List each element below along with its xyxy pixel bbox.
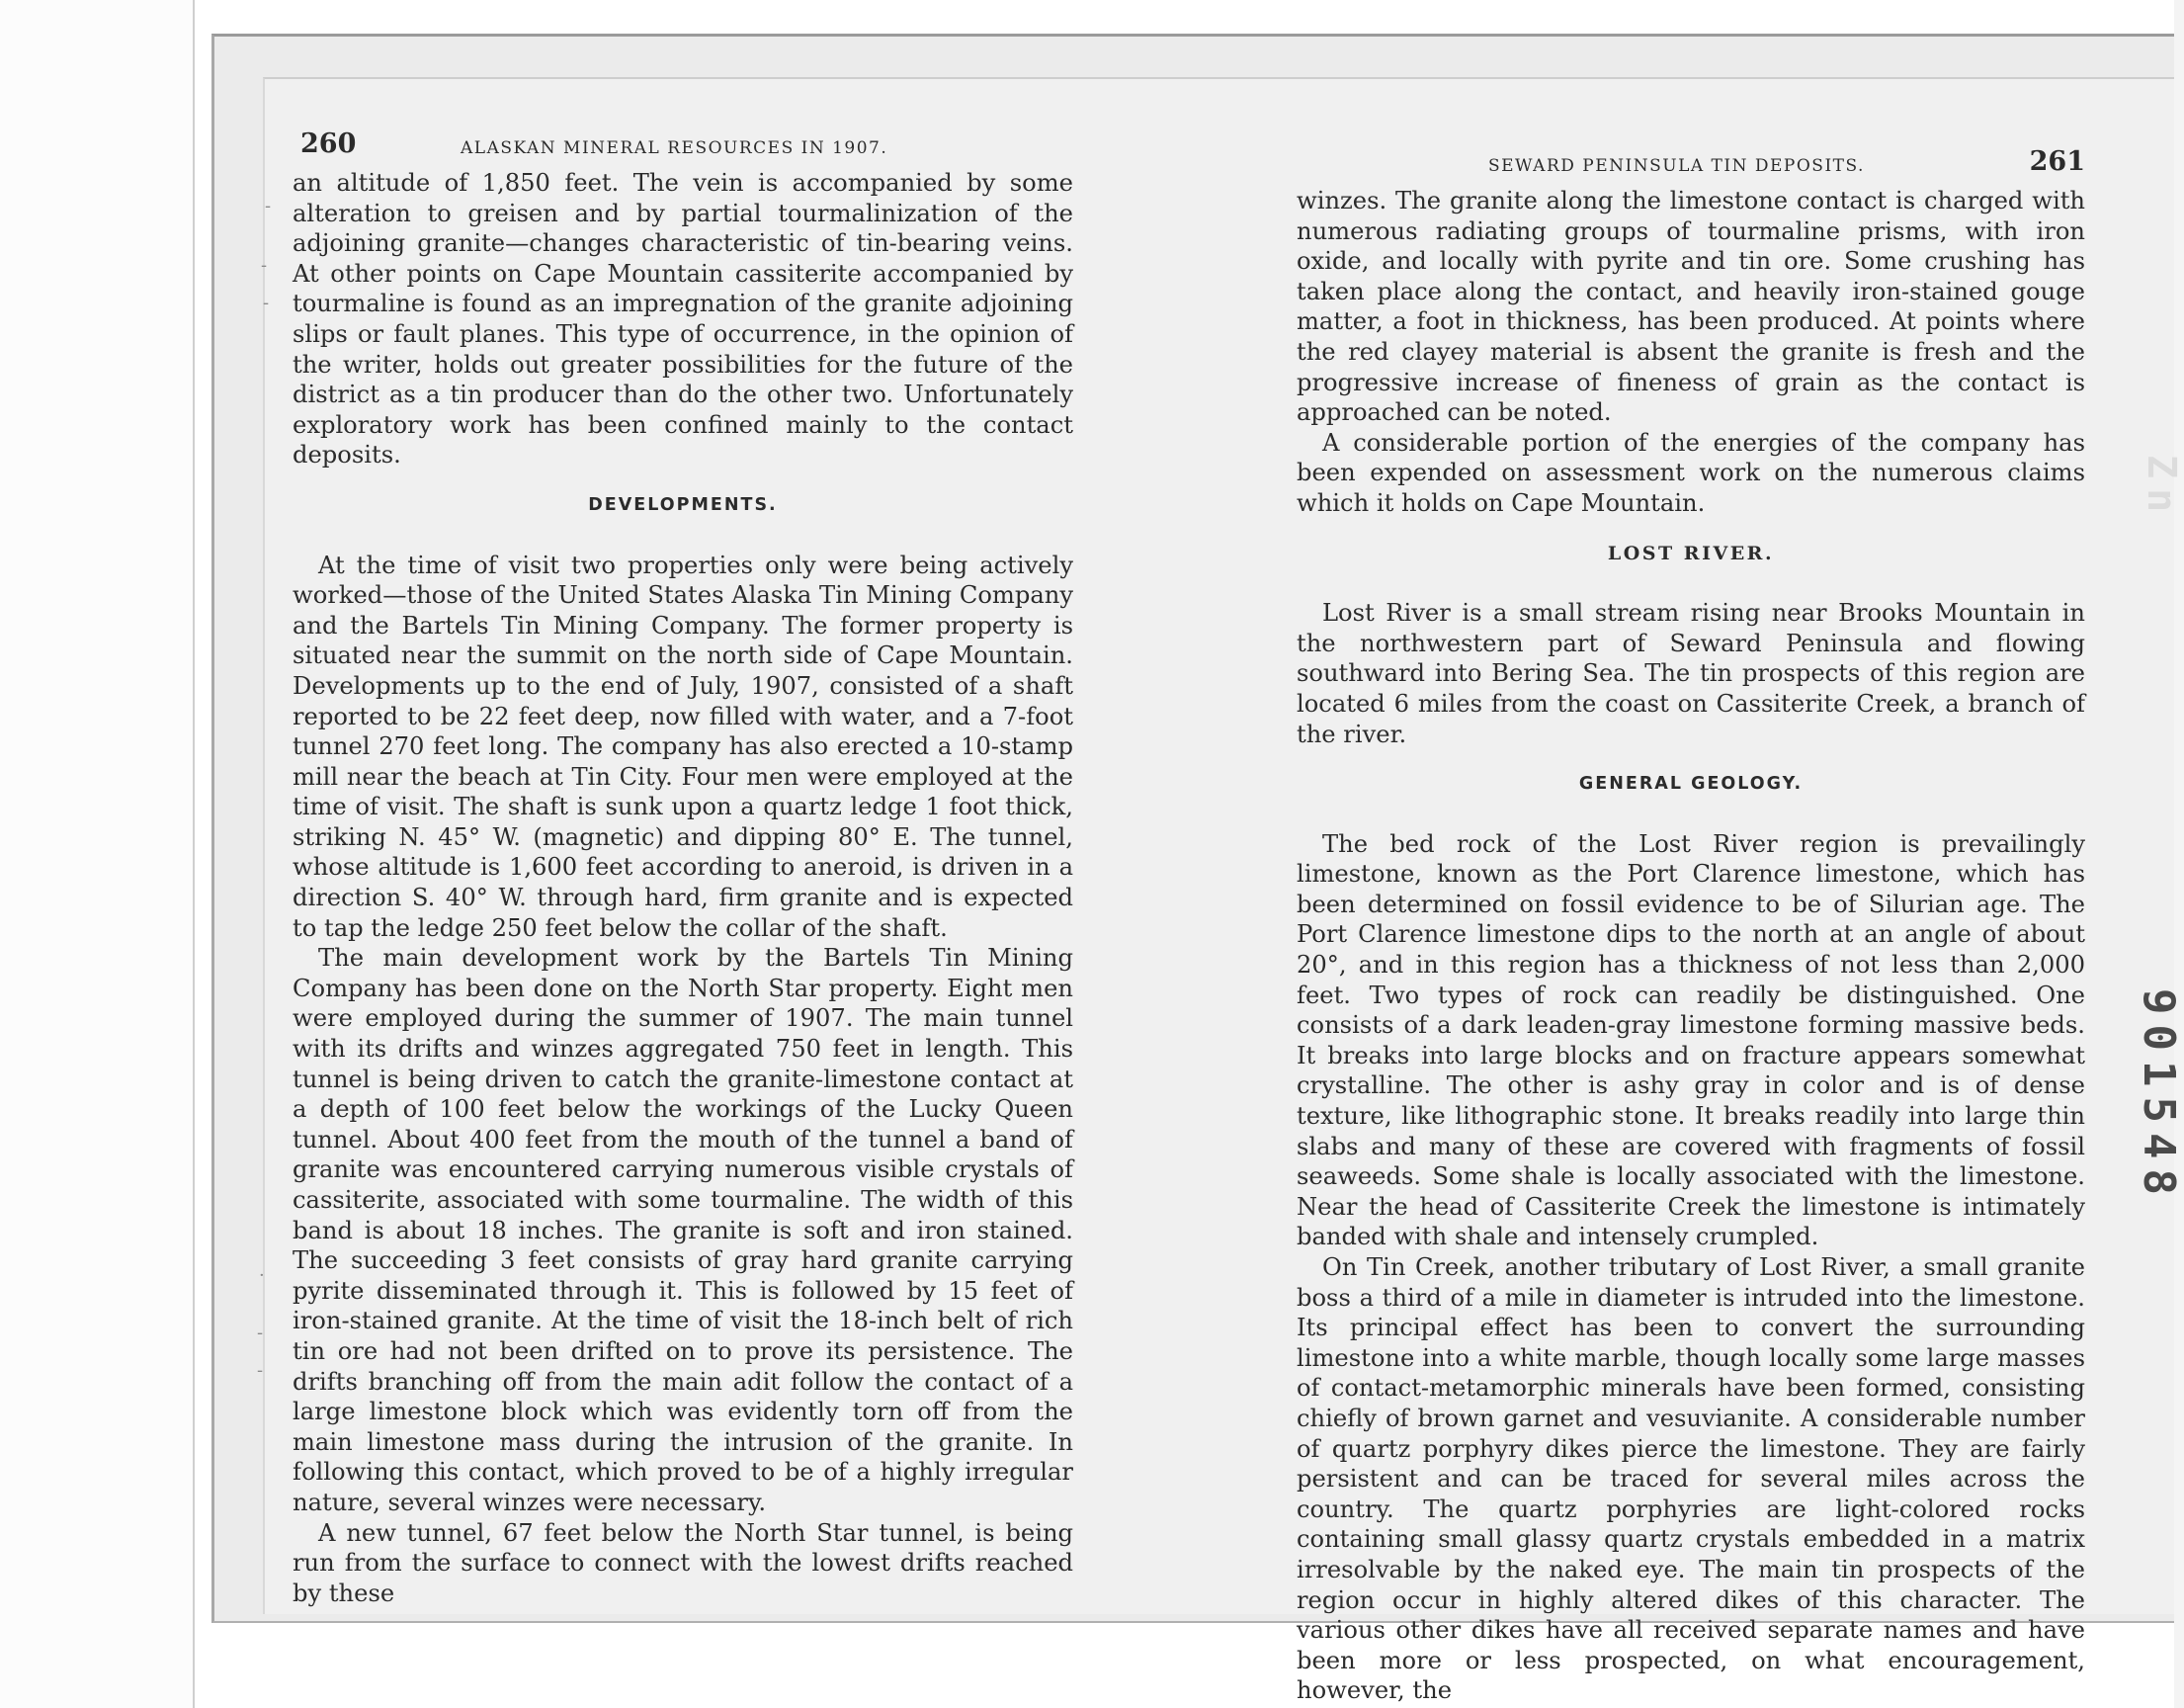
margin-mark: - [261, 255, 268, 276]
right-running-title: SEWARD PENINSULA TIN DEPOSITS. [1488, 156, 1865, 176]
left-page [293, 128, 1073, 1608]
right-intro-paragraph-2: A considerable portion of the energies of the company has been expended on assessment work on the numerous claims which it holds on Cape Mountain. [1297, 428, 2085, 517]
developments-paragraph-1: At the time of visit two properties only were being actively worked—those of the United States Alaska Tin Mining Company and the Bartels Tin Mining Company. The former property is situated near the summit on the north side of Cape Mountain. Developments up to the end of July, 1907, consisted of a shaft reported to be 22 feet deep, now filled with water, and a 7-foot tunnel 270 feet long. The company has also erected a 10-stamp mill near the beach at Tin City. Four men were employed at the time of visit. The shaft is sunk upon a quartz ledge 1 foot thick, striking N. 45° W. (magnetic) and dipping 80° E. The tunnel, whose altitude is 1,600 feet according to aneroid, is driven in a direction S. 40° W. through hard, firm granite and is expected to tap the ledge 250 feet below the collar of the shaft. [293, 551, 1073, 942]
archive-stamp-number [2115, 988, 2184, 1265]
left-page-number: 260 [300, 128, 357, 159]
general-geology-heading: GENERAL GEOLOGY. [1578, 774, 1804, 795]
geology-paragraph-1: The bed rock of the Lost River region is prevailingly limestone, known as the Port Clarence limestone, which has been determined on fossil evidence to be of Silurian age. The Port Clarence limestone dips to the north at an angle of about 20°, and in this region has a thickness of not less than 2,000 feet. Two types of rock can readily be distinguished. One consists of a dark leaden-gray limestone forming massive beds. It breaks into large blocks and on fracture appears somewhat crystalline. The other is ashy gray in color and is of dense texture, like lithographic stone. It breaks readily into large thin slabs and many of these are covered with fragments of fossil seaweeds. Some shale is locally associated with the limestone. Near the head of Cassiterite Creek the limestone is intimately banded with shale and intensely crumpled. [1297, 829, 2085, 1251]
margin-mark: - [265, 196, 272, 216]
right-intro-paragraph: winzes. The granite along the limestone contact is charged with numerous radiating groups of tourmaline prisms, with iron oxide, and locally with pyrite and tin ore. Some crushing has taken place along the contact, and heavily iron-stained gouge matter, a foot in thickness, has been produced. At points where the red clayey material is absent the granite is fresh and the progressive increase of fineness of grain as the contact is approached can be noted. [1297, 187, 2085, 427]
lost-river-paragraph: Lost River is a small stream rising near Brooks Mountain in the northwestern part of Seward Peninsula and flowing southward into Bering Sea. The tin prospects of this region are located 6 miles from the coast on Cassiterite Creek, a branch of the river. [1297, 599, 2085, 748]
developments-paragraph-2: The main development work by the Bartels Tin Mining Company has been done on the North Star property. Eight men were employed during the summer of 1907. The main tunnel with its drifts and winzes aggregated 750 feet in length. This tunnel is being driven to catch the granite-limestone contact at a depth of 100 feet below the workings of the Lucky Queen tunnel. About 400 feet from the mouth of the tunnel a band of granite was encountered carrying numerous visible crystals of cassiterite, associated with some tourmaline. The width of this band is about 18 inches. The granite is soft and iron stained. The succeeding 3 feet consists of gray hard granite carrying pyrite disseminated through it. This is followed by 15 feet of iron-stained granite. At the time of visit the 18-inch belt of rich tin ore had not been drifted on to prove its persistence. The drifts branching off from the main adit follow the contact of a large limestone block which was evidently torn off from the main limestone mass during the intrusion of the granite. In following this contact, which proved to be of a highly irregular nature, several winzes were necessary. [293, 944, 1073, 1516]
left-intro-paragraph: an altitude of 1,850 feet. The vein is accompanied by some alteration to greisen and by partial tourmalinization of the adjoining granite—changes characteristic of tin-bearing veins. At other points on Cape Mountain cassiterite accompanied by tourmaline is found as an impregnation of the granite adjoining slips or fault planes. This type of occurrence, in the opinion of the writer, holds out greater possibilities for the future of the district as a tin producer than do the other two. Unfortunately exploratory work has been confined mainly to the contact deposits. [293, 169, 1073, 470]
lost-river-heading: LOST RIVER. [1607, 542, 1775, 564]
developments-paragraph-3: A new tunnel, 67 feet below the North Star tunnel, is being run from the surface to connect with the lowest drifts reached by these [293, 1518, 1073, 1607]
left-running-title: ALASKAN MINERAL RESOURCES IN 1907. [461, 138, 888, 158]
right-page [1297, 146, 2085, 1706]
geology-paragraph-2: On Tin Creek, another tributary of Lost River, a small granite boss a third of a mile in diameter is intruded into the limestone. Its principal effect has been to convert the surrounding limestone into a white marble, though locally some large masses of contact-metamorphic minerals have been formed, consisting chiefly of brown garnet and vesuvianite. A considerable number of quartz porphyry dikes pierce the limestone. They are fairly persistent and can be traced for several miles across the country. The quartz porphyries are light-colored rocks containing small glassy quartz crystals embedded in a matrix irresolvable by the naked eye. The main tin prospects of the region occur in highly altered dikes of this character. The various other dikes have all received separate names and have been more or less prospected, on what encouragement, however, the [1297, 1253, 2085, 1705]
right-running-head [1297, 146, 2085, 186]
developments-heading: DEVELOPMENTS. [588, 494, 778, 515]
margin-mark: - [263, 293, 270, 313]
stamp-number-suffix: 48 [2134, 1132, 2184, 1205]
right-page-number: 261 [2029, 146, 2085, 177]
margin-mark: - [257, 1323, 264, 1343]
faint-stamp-mark: Zn [2139, 455, 2184, 523]
scanner-margin [0, 0, 195, 1708]
stamp-number: 9015 [2134, 988, 2184, 1133]
margin-mark: - [257, 1360, 264, 1381]
left-body [293, 168, 1073, 1608]
margin-mark: · [259, 1265, 265, 1286]
right-body [1297, 186, 2085, 1706]
left-running-head [293, 128, 1073, 168]
